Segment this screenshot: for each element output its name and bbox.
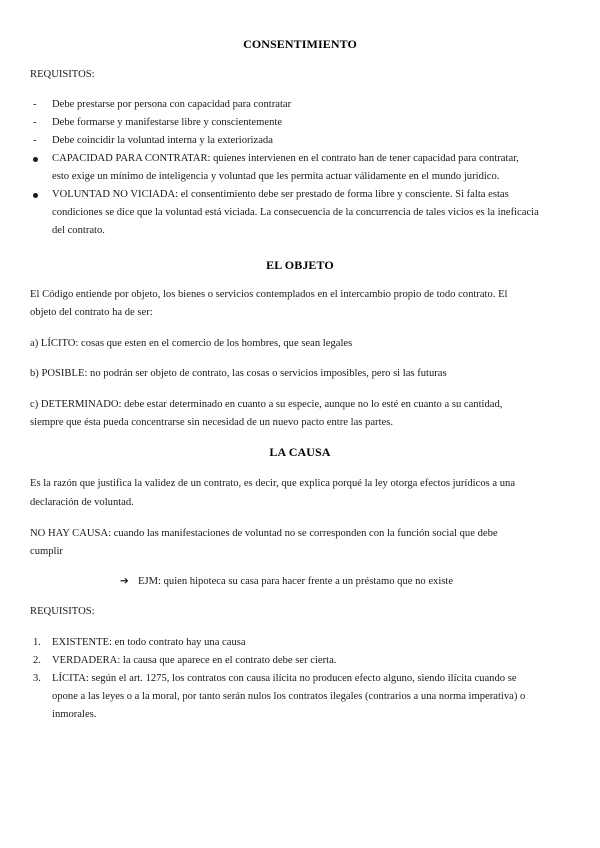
section-title-consentimiento: CONSENTIMIENTO bbox=[243, 37, 357, 51]
causa-requisitos-label: REQUISITOS: bbox=[30, 606, 95, 617]
objeto-item-c-line: c) DETERMINADO: debe estar determinado en cuanto a su especie, aunque no lo esté en cuanto a su cantidad, bbox=[30, 399, 503, 410]
list-number: 3. bbox=[33, 673, 41, 684]
objeto-item-a: a) LÍCITO: cosas que esten en el comercio de los hombres, que sean legales bbox=[30, 338, 353, 349]
bullet-item-line: VOLUNTAD NO VICIADA: el consentimiento debe ser prestado de forma libre y consciente. Si falta estas bbox=[52, 189, 509, 200]
dash-marker: - bbox=[33, 99, 37, 110]
objeto-item-c-line: siempre que ésta pueda concentrarse sin necesidad de un nuevo pacto entre las partes. bbox=[30, 417, 393, 428]
bullet-icon bbox=[33, 193, 38, 198]
dash-marker: - bbox=[33, 117, 37, 128]
section-title-causa: LA CAUSA bbox=[269, 445, 331, 459]
objeto-item-b: b) POSIBLE: no podrán ser objeto de contrato, las cosas o servicios imposibles, pero si las futuras bbox=[30, 368, 447, 379]
bullet-icon bbox=[33, 157, 38, 162]
objeto-intro-line: El Código entiende por objeto, los bienes o servicios contemplados en el intercambio propio de todo contrato. El bbox=[30, 289, 508, 300]
example-text: EJM: quien hipoteca su casa para hacer frente a un préstamo que no existe bbox=[138, 576, 454, 587]
list-item-line: opone a las leyes o a la moral, por tanto serán nulos los contratos ilegales (contrarios a una norma imperativa) o bbox=[52, 691, 526, 702]
causa-intro-line: Es la razón que justifica la validez de un contrato, es decir, que explica porqué la ley otorga efectos jurídicos a una bbox=[30, 478, 516, 489]
section-title-objeto: EL OBJETO bbox=[266, 258, 334, 272]
bullet-item-line: esto exige un mínimo de inteligencia y voluntad que les permita actuar válidamente en el mundo jurídico. bbox=[52, 171, 500, 182]
list-item-line: EXISTENTE: en todo contrato hay una causa bbox=[52, 637, 246, 648]
causa-intro-line: declaración de voluntad. bbox=[30, 497, 134, 508]
list-item-line: VERDADERA: la causa que aparece en el contrato debe ser cierta. bbox=[52, 655, 337, 666]
dash-item: Debe formarse y manifestarse libre y conscientemente bbox=[52, 117, 283, 128]
bullet-item-line: CAPACIDAD PARA CONTRATAR: quienes intervienen en el contrato han de tener capacidad para contratar, bbox=[52, 153, 519, 164]
list-number: 2. bbox=[33, 655, 41, 666]
dash-marker: - bbox=[33, 135, 37, 146]
arrow-icon: ➔ bbox=[120, 576, 129, 587]
dash-item: Debe prestarse por persona con capacidad para contratar bbox=[52, 99, 292, 110]
list-item-line: inmorales. bbox=[52, 709, 97, 720]
list-item-line: LÍCITA: según el art. 1275, los contratos con causa ilícita no producen efecto alguno, siendo ilícita cuando se bbox=[52, 673, 517, 684]
list-number: 1. bbox=[33, 637, 41, 648]
objeto-intro-line: objeto del contrato ha de ser: bbox=[30, 307, 153, 318]
bullet-item-line: condiciones se dice que la voluntad está viciada. La consecuencia de la concurrencia de tales vicios es la ineficacia bbox=[52, 207, 539, 218]
no-hay-causa-line: cumplir bbox=[30, 546, 63, 557]
requisitos-label: REQUISITOS: bbox=[30, 69, 95, 80]
bullet-item-line: del contrato. bbox=[52, 225, 105, 236]
dash-item: Debe coincidir la voluntad interna y la exteriorizada bbox=[52, 135, 273, 146]
no-hay-causa-line: NO HAY CAUSA: cuando las manifestaciones de voluntad no se corresponden con la función social que debe bbox=[30, 528, 498, 539]
